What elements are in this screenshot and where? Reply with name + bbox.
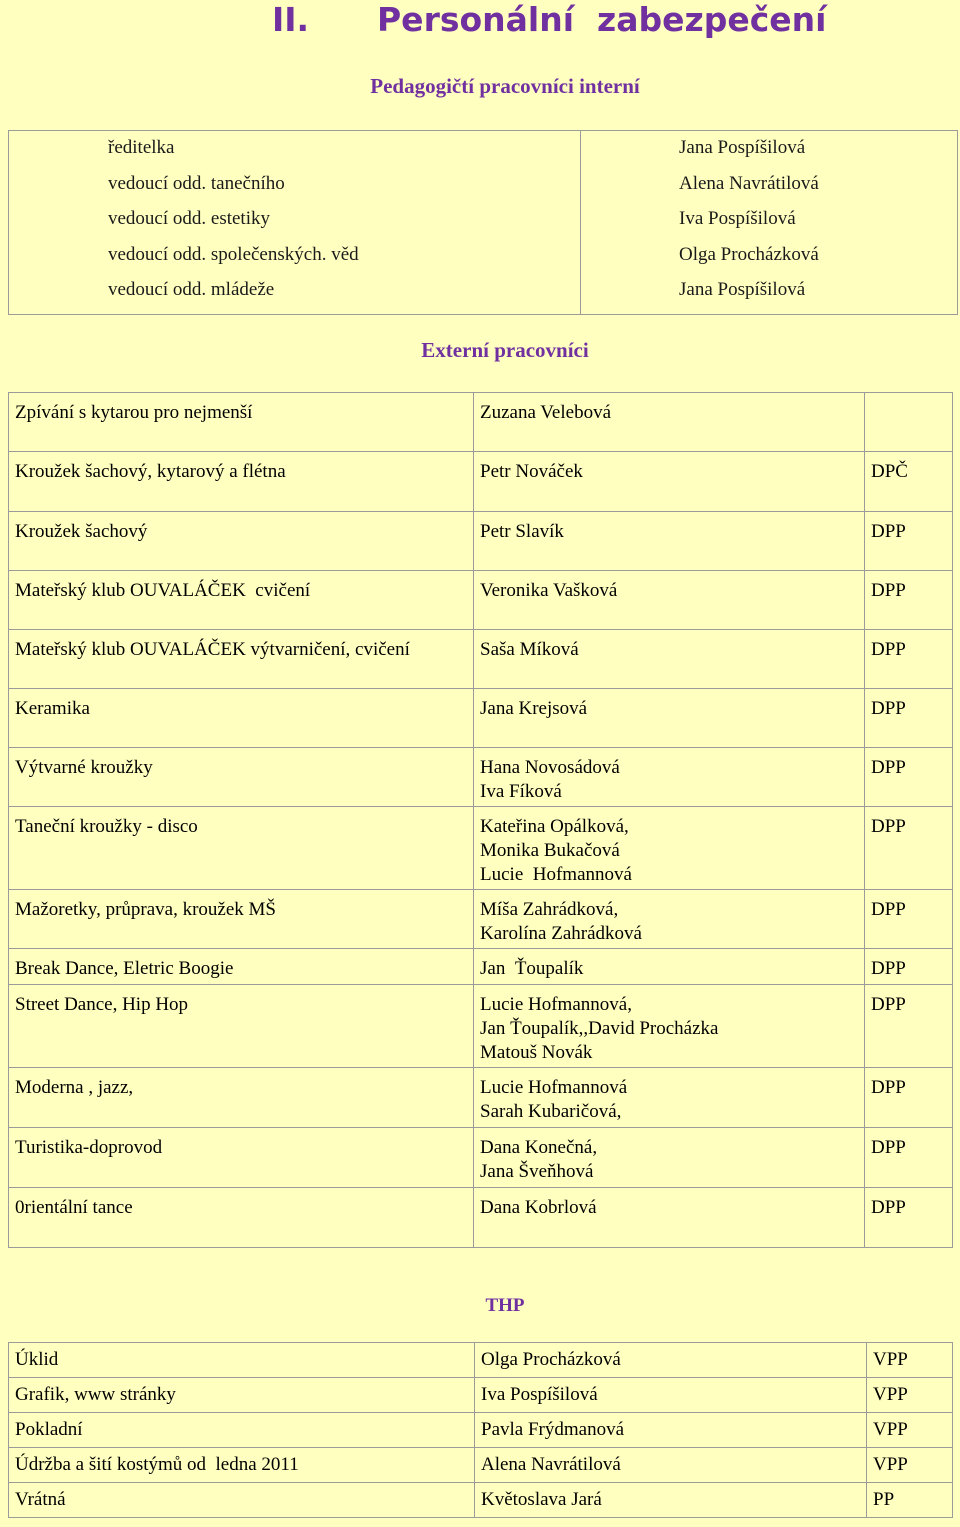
thp-role: Úklid: [15, 1349, 59, 1370]
staff-name: Iva Fíková: [480, 781, 562, 802]
internal-title: Pedagogičtí pracovníci interní: [370, 74, 640, 98]
external-row: [9, 807, 953, 890]
contract-type: DPP: [871, 757, 906, 778]
names-cell: [474, 571, 865, 630]
staff-name: Jana Krejsová: [480, 698, 588, 719]
contract-type: DPP: [871, 1197, 906, 1218]
staff-name: Dana Konečná,: [480, 1137, 598, 1158]
staff-name: Petr Nováček: [480, 461, 583, 482]
activity-label: Mateřský klub OUVALÁČEK výtvarničení, cvičení: [15, 639, 410, 660]
contract-cell: [867, 1448, 953, 1483]
names-cell: [474, 985, 865, 1068]
external-row: [9, 1068, 953, 1128]
thp-contract: PP: [873, 1489, 895, 1510]
name-cell: [475, 1343, 867, 1378]
role-cell: [9, 1378, 475, 1413]
activity-cell: [9, 1188, 474, 1248]
contract-type: DPČ: [871, 461, 908, 482]
staff-name: Dana Kobrlová: [480, 1197, 597, 1218]
name-cell: [475, 1448, 867, 1483]
contract-cell: [865, 949, 953, 985]
contract-cell: [865, 630, 953, 689]
staff-name: Jana Šveňhová: [480, 1161, 594, 1182]
contract-type: DPP: [871, 521, 906, 542]
activity-label: Keramika: [15, 698, 90, 719]
role-cell: [9, 1343, 475, 1378]
role-cell: [9, 1448, 475, 1483]
external-row: [9, 1128, 953, 1188]
contract-cell: [867, 1483, 953, 1518]
name-2: Iva Pospíšilová: [679, 208, 796, 229]
names-cell: [474, 630, 865, 689]
thp-contract: VPP: [873, 1454, 908, 1475]
thp-name: Květoslava Jará: [481, 1489, 602, 1510]
contract-type: DPP: [871, 816, 906, 837]
role-cell: [9, 1413, 475, 1448]
contract-type: DPP: [871, 958, 906, 979]
activity-label: Zpívání s kytarou pro nejmenší: [15, 402, 253, 423]
contract-cell: [867, 1343, 953, 1378]
external-row: [9, 1188, 953, 1248]
names-cell: [474, 807, 865, 890]
role-3: vedoucí odd. společenských. věd: [108, 243, 359, 265]
names-cell: [474, 1128, 865, 1188]
external-row: [9, 452, 953, 512]
contract-cell: [865, 890, 953, 949]
staff-name: Sarah Kubaričová,: [480, 1101, 622, 1122]
contract-type: [865, 393, 952, 401]
contract-cell: [867, 1378, 953, 1413]
names-cell: [474, 890, 865, 949]
activity-cell: [9, 949, 474, 985]
thp-title: THP: [485, 1295, 525, 1316]
activity-label: Street Dance, Hip Hop: [15, 994, 189, 1015]
thp-role: Grafik, www stránky: [15, 1384, 176, 1405]
name-3: Olga Procházková: [679, 243, 819, 265]
thp-contract: VPP: [873, 1384, 908, 1405]
contract-type: DPP: [871, 1077, 906, 1098]
activity-cell: [9, 807, 474, 890]
contract-cell: [865, 807, 953, 890]
staff-name: Jan Ťoupalík: [480, 958, 584, 979]
activity-cell: [9, 1068, 474, 1128]
internal-roles-cell: [9, 131, 581, 315]
staff-name: Saša Míková: [480, 639, 579, 660]
activity-label: Taneční kroužky - disco: [15, 816, 198, 837]
contract-cell: [865, 571, 953, 630]
role-2: vedoucí odd. estetiky: [108, 208, 270, 229]
names-cell: [474, 393, 865, 452]
role-0: ředitelka: [108, 137, 175, 158]
role-4: vedoucí odd. mládeže: [108, 279, 275, 300]
thp-role: Pokladní: [15, 1419, 83, 1440]
thp-role: Vrátná: [15, 1489, 66, 1510]
contract-cell: [865, 393, 953, 452]
thp-name: Pavla Frýdmanová: [481, 1419, 625, 1440]
contract-type: DPP: [871, 698, 906, 719]
thp-row: [9, 1378, 953, 1413]
activity-label: Mažoretky, průprava, kroužek MŠ: [15, 899, 276, 920]
external-row: [9, 512, 953, 571]
thp-name: Iva Pospíšilová: [481, 1384, 598, 1405]
staff-name: Zuzana Velebová: [480, 402, 612, 423]
activity-label: Mateřský klub OUVALÁČEK cvičení: [15, 580, 311, 601]
staff-name: Karolína Zahrádková: [480, 923, 642, 944]
thp-role: Údržba a šití kostýmů od ledna 2011: [15, 1454, 299, 1475]
contract-cell: [865, 748, 953, 807]
name-0: Jana Pospíšilová: [679, 137, 806, 158]
section-number: II.: [272, 0, 310, 39]
staff-name: Monika Bukačová: [480, 840, 620, 861]
activity-label: Moderna , jazz,: [15, 1077, 134, 1098]
names-cell: [474, 689, 865, 748]
section-title: Personální zabezpečení: [377, 0, 827, 39]
contract-cell: [865, 689, 953, 748]
activity-label: Turistika-doprovod: [15, 1137, 163, 1158]
name-1: Alena Navrátilová: [679, 172, 819, 194]
activity-cell: [9, 890, 474, 949]
thp-row: [9, 1413, 953, 1448]
name-cell: [475, 1483, 867, 1518]
thp-contract: VPP: [873, 1419, 908, 1440]
external-row: [9, 949, 953, 985]
activity-cell: [9, 689, 474, 748]
contract-cell: [865, 1068, 953, 1128]
contract-type: DPP: [871, 580, 906, 601]
name-cell: [475, 1378, 867, 1413]
activity-label: Break Dance, Eletric Boogie: [15, 958, 234, 979]
role-1: vedoucí odd. tanečního: [108, 172, 285, 194]
activity-cell: [9, 748, 474, 807]
name-cell: [475, 1413, 867, 1448]
staff-name: Jan Ťoupalík,,David Procházka: [480, 1018, 719, 1039]
staff-name: Míša Zahrádková,: [480, 899, 619, 920]
activity-cell: [9, 512, 474, 571]
activity-label: Kroužek šachový: [15, 521, 148, 542]
contract-type: DPP: [871, 1137, 906, 1158]
staff-name: Matouš Novák: [480, 1042, 593, 1063]
names-cell: [474, 949, 865, 985]
names-cell: [474, 512, 865, 571]
name-4: Jana Pospíšilová: [679, 279, 806, 300]
external-title: Externí pracovníci: [421, 338, 589, 362]
activity-cell: [9, 393, 474, 452]
staff-name: Kateřina Opálková,: [480, 816, 629, 837]
activity-label: Výtvarné kroužky: [15, 757, 153, 778]
contract-type: DPP: [871, 899, 906, 920]
external-staff-table: [8, 392, 953, 1248]
activity-cell: [9, 985, 474, 1068]
staff-name: Lucie Hofmannová,: [480, 994, 632, 1015]
external-row: [9, 748, 953, 807]
contract-cell: [865, 512, 953, 571]
names-cell: [474, 452, 865, 512]
staff-name: Lucie Hofmannová: [480, 864, 632, 885]
staff-name: Lucie Hofmannová: [480, 1077, 628, 1098]
activity-cell: [9, 571, 474, 630]
names-cell: [474, 748, 865, 807]
contract-cell: [865, 1188, 953, 1248]
thp-row: [9, 1448, 953, 1483]
activity-cell: [9, 1128, 474, 1188]
role-cell: [9, 1483, 475, 1518]
contract-type: DPP: [871, 994, 906, 1015]
names-cell: [474, 1188, 865, 1248]
thp-name: Olga Procházková: [481, 1349, 621, 1370]
contract-type: DPP: [871, 639, 906, 660]
names-cell: [474, 1068, 865, 1128]
external-row: [9, 393, 953, 452]
external-row: [9, 571, 953, 630]
external-row: [9, 689, 953, 748]
internal-staff-table: [8, 130, 958, 315]
thp-staff-table: [8, 1342, 953, 1518]
activity-label: 0rientální tance: [15, 1197, 133, 1218]
section-heading: [0, 0, 960, 40]
contract-cell: [865, 985, 953, 1068]
thp-name: Alena Navrátilová: [481, 1454, 621, 1475]
external-row: [9, 985, 953, 1068]
staff-name: Hana Novosádová: [480, 757, 620, 778]
thp-row: [9, 1483, 953, 1518]
thp-contract: VPP: [873, 1349, 908, 1370]
activity-cell: [9, 630, 474, 689]
contract-cell: [865, 1128, 953, 1188]
contract-cell: [867, 1413, 953, 1448]
contract-cell: [865, 452, 953, 512]
external-row: [9, 890, 953, 949]
staff-name: Petr Slavík: [480, 521, 564, 542]
activity-label: Kroužek šachový, kytarový a flétna: [15, 461, 286, 482]
activity-cell: [9, 452, 474, 512]
thp-row: [9, 1343, 953, 1378]
staff-name: Veronika Vašková: [480, 580, 618, 601]
internal-names-cell: [581, 131, 958, 315]
external-row: [9, 630, 953, 689]
